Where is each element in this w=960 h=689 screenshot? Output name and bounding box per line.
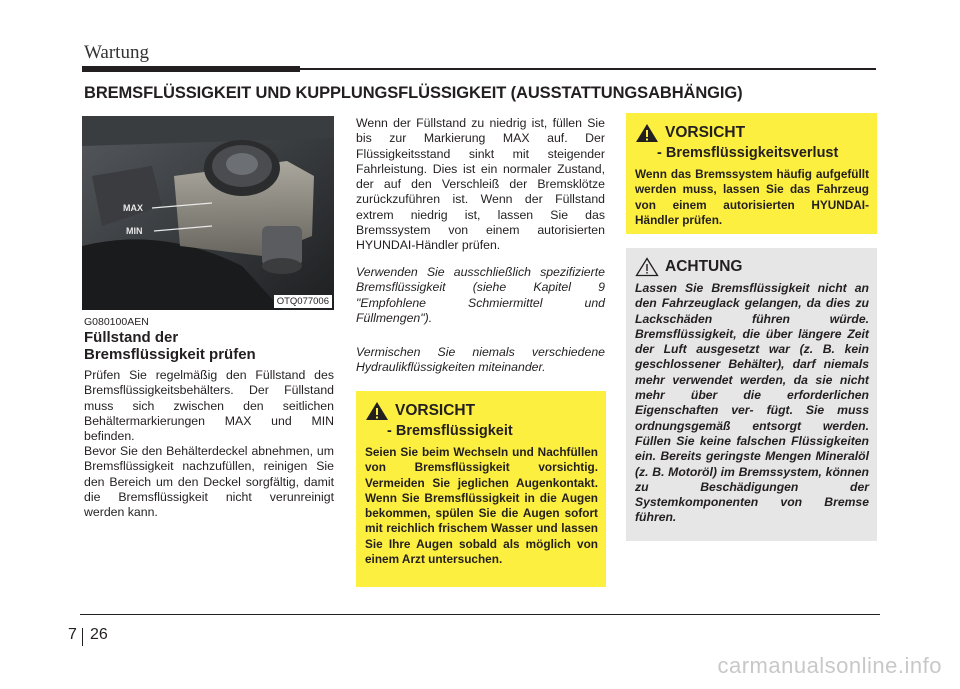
warning-triangle-icon bbox=[635, 123, 659, 143]
subsection-heading bbox=[84, 329, 344, 363]
caution-keyword: ACHTUNG bbox=[665, 258, 743, 275]
footer-rule bbox=[80, 614, 880, 615]
middle-paragraph-3: Vermischen Sie niemals verschiedene Hydraulikflüssigkeiten miteinander. bbox=[356, 345, 605, 375]
warning-box-fluid-loss bbox=[626, 113, 877, 234]
caution-body: Lassen Sie Bremsflüssigkeit nicht an den Fahrzeuglack gelangen, da dies zu Lackschäden führen würde. Bremsflüssigkeit, die über längere Zeit der Luft ausgesetzt war (z. B. kein geschlossener Behälter), darf niemals mehr verwendet werden, da sie nicht mehr über die erforderlichen Eigenschaften ver- fügt. Sie muss ordnungsgemäß entsorgt werden. Füllen Sie keine falschen Flüssigkeiten ein. Bereits geringste Mengen Mineralöl (z. B. Motoröl) im Bremssystem, können zu Beschädigungen der Systemkomponenten von Bremse führen. bbox=[635, 281, 869, 525]
left-paragraph-2: Bevor Sie den Behälterdeckel abnehmen, um Bremsflüssigkeit nachzufüllen, reinigen Sie den Bereich um den Deckel sorgfältig, damit die Bremsflüssigkeit nicht verunreinigt werden kann. bbox=[84, 444, 334, 520]
warning-keyword: VORSICHT bbox=[665, 124, 746, 141]
section-code: G080100AEN bbox=[84, 316, 149, 328]
engine-bay-image bbox=[82, 116, 334, 310]
section-title: BREMSFLÜSSIGKEIT UND KUPPLUNGSFLÜSSIGKEIT (AUSSTATTUNGSABHÄNGIG) bbox=[84, 84, 743, 102]
subhead-line-1: Füllstand der bbox=[84, 329, 179, 346]
warning-subtitle: - Bremsflüssigkeitsverlust bbox=[657, 145, 839, 161]
brake-reservoir-photo bbox=[82, 116, 334, 310]
middle-paragraph-2: Verwenden Sie ausschließlich spezifizierte Bremsflüssigkeit (siehe Kapitel 9 "Empfohlene Schmiermittel und Füllmengen"). bbox=[356, 265, 605, 325]
caution-triangle-icon bbox=[635, 257, 659, 277]
caution-box bbox=[626, 248, 877, 541]
warning-subtitle: - Bremsflüssigkeit bbox=[387, 423, 513, 439]
max-label: MAX bbox=[123, 203, 143, 213]
warning-body: Seien Sie beim Wechseln und Nachfüllen von Bremsflüssigkeit vorsichtig. Vermeiden Sie jeglichen Augenkontakt. Wenn Sie Bremsflüssigkeit in die Augen bekommen, spülen Sie die Augen sofort mit reichlich frischem Wasser und lassen Sie Ihre Augen sobald als möglich von einem Arzt untersuchen. bbox=[365, 445, 598, 567]
header-title: Wartung bbox=[84, 42, 149, 63]
page-number: 26 bbox=[90, 626, 108, 643]
header-bar bbox=[82, 66, 300, 72]
footer-divider bbox=[82, 628, 83, 646]
warning-triangle-icon bbox=[365, 401, 389, 421]
warning-keyword: VORSICHT bbox=[395, 402, 476, 419]
header-rule bbox=[300, 68, 876, 70]
photo-code-label: OTQ077006 bbox=[274, 295, 332, 308]
left-paragraph-1: Prüfen Sie regelmäßig den Füllstand des Bremsflüssigkeitsbehälters. Der Füllstand muss sich zwischen den seitlichen Behältermarkierungen MAX und MIN befinden. bbox=[84, 368, 334, 444]
middle-paragraph-1: Wenn der Füllstand zu niedrig ist, füllen Sie bis zur Markierung MAX auf. Der Flüssigkeitsstand sinkt mit steigender Fahrleistung. Dies ist ein normaler Zustand, der auf den Verschleiß der Bremsklötze zurückzuführen ist. Wenn der Füllstand extrem niedrig ist, lassen Sie das Bremssystem von einem autorisierten HYUNDAI-Händler prüfen. bbox=[356, 116, 605, 253]
subhead-line-2: Bremsflüssigkeit prüfen bbox=[84, 346, 256, 363]
warning-body: Wenn das Bremssystem häufig aufgefüllt werden muss, lassen Sie das Fahrzeug von einem autorisierten HYUNDAI-Händler prüfen. bbox=[635, 167, 869, 227]
chapter-number: 7 bbox=[68, 626, 77, 643]
warning-box-eye-contact bbox=[356, 391, 606, 587]
min-label: MIN bbox=[126, 226, 143, 236]
watermark: carmanualsonline.info bbox=[717, 653, 942, 678]
